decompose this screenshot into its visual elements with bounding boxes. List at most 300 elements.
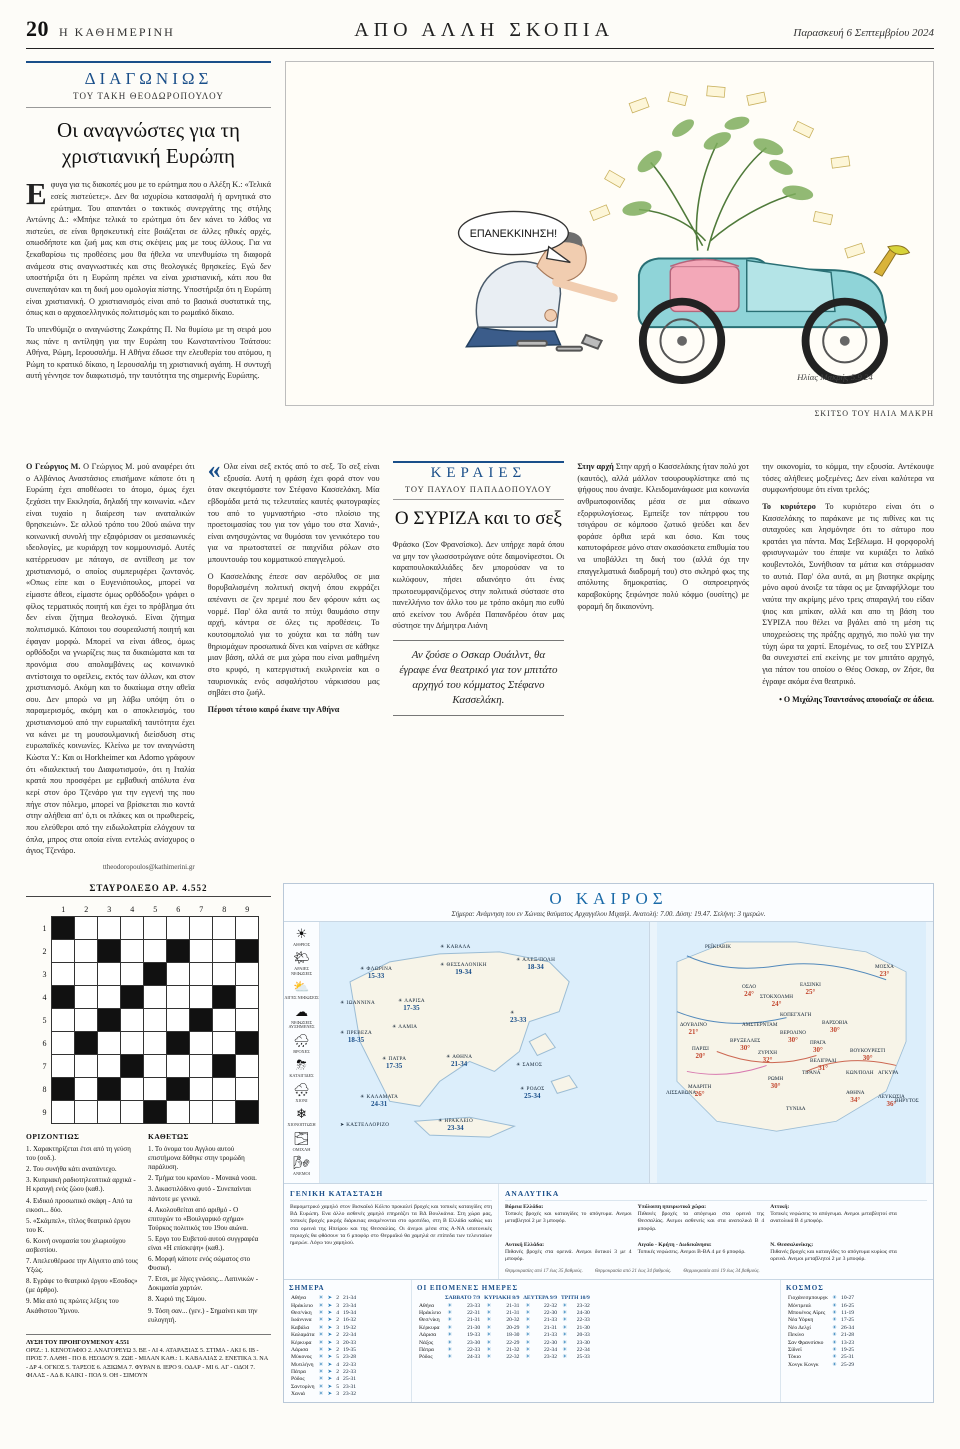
crossword-cell[interactable] xyxy=(213,1078,236,1101)
crossword-cell[interactable] xyxy=(190,940,213,963)
table-header-row xyxy=(417,1295,592,1302)
today-table xyxy=(284,1280,412,1402)
crossword-cell[interactable] xyxy=(98,963,121,986)
weather-ομιχλη-icon: 🌫 xyxy=(293,1130,310,1146)
city-name: Καλαμάτα xyxy=(291,1332,315,1339)
weather-icon: ☀ xyxy=(832,1339,838,1346)
weather-icon: ☀ xyxy=(486,1324,492,1331)
weather-icon: ☀ xyxy=(486,1354,492,1361)
analytics-region: Βόρεια Ελλάδα: xyxy=(505,1203,544,1210)
crossword-cell[interactable] xyxy=(213,986,236,1009)
table-row xyxy=(289,1317,358,1324)
crossword-cell[interactable] xyxy=(75,1032,98,1055)
crossword-row xyxy=(38,940,259,963)
crossword-cell[interactable] xyxy=(167,917,190,940)
temp-range: 22-30 xyxy=(543,1339,558,1346)
temp-range: 22-29 xyxy=(506,1339,520,1346)
temp-range: 19-34 xyxy=(343,1310,357,1317)
crossword-cell[interactable] xyxy=(144,1055,167,1078)
map-city-label: ΜΟΣΧΑ 23° xyxy=(875,963,894,978)
crossword-cell[interactable] xyxy=(144,963,167,986)
crossword-cell[interactable] xyxy=(121,940,144,963)
wind-icon: ➤ xyxy=(327,1332,333,1339)
table-row xyxy=(417,1309,592,1316)
temp-range: 21-32 xyxy=(506,1346,520,1353)
city-name: Γιοχάνεσμπουργκ xyxy=(788,1295,828,1302)
temp-range: 22-34 xyxy=(343,1332,357,1339)
crossword-cell[interactable] xyxy=(236,1009,259,1032)
crossword-cell[interactable] xyxy=(190,1032,213,1055)
crossword-cell[interactable] xyxy=(190,1055,213,1078)
wind-force: 3 xyxy=(336,1391,340,1398)
down-clues xyxy=(148,1132,260,1326)
mid-section xyxy=(26,455,935,871)
crossword-cell[interactable] xyxy=(190,1009,213,1032)
crossword-cell[interactable] xyxy=(52,1078,75,1101)
table-row xyxy=(289,1361,358,1368)
temp-range: 23-31 xyxy=(343,1383,357,1390)
paragraph xyxy=(207,455,380,566)
crossword-cell[interactable] xyxy=(98,1078,121,1101)
city-name: Μόντρεαλ xyxy=(788,1302,812,1309)
weather-icon: ☀ xyxy=(525,1346,531,1353)
wind-icon: ➤ xyxy=(327,1369,333,1376)
map-city-label: ΤΥΝΙΔΑ xyxy=(786,1105,806,1112)
crossword-cell[interactable] xyxy=(190,1078,213,1101)
author-email: ttheodoropoulos@kathimerini.gr xyxy=(102,862,195,871)
paragraph: Φράσκο (Σον Φρανσίσκο). Δεν υπήρχε παρά όπου να μην τον γλωσσοτρώγανε ούτε δαιμονίφεστοι. Οι καραπουλοκαλλιάδες δεν μπορούσαν να το κωλύφουν, πήσει αδιανόητο ότι ένας πρωτοευμφανιζόμενος στην πολιτικά σύστασε στο πανελλήνιο τον άλλο του με τρόπο ακόμη πιο ευθύ από εκείνον του Ανδρέα Παπανδρέου όταν μας σύστησε την Δήμητρα Λιάνη xyxy=(392,540,565,631)
city-name: Λάρισα xyxy=(291,1346,309,1353)
crossword-cell[interactable] xyxy=(52,1101,75,1124)
table-row xyxy=(417,1324,592,1331)
down-title: ΚΑΘΕΤΩΣ xyxy=(148,1132,189,1142)
crossword-cell[interactable] xyxy=(144,1101,167,1124)
greece-map xyxy=(320,922,650,1183)
weather-icon: ☀ xyxy=(486,1346,492,1353)
table-row xyxy=(289,1324,358,1331)
crossword-cell[interactable] xyxy=(167,986,190,1009)
city-name: Μύκονος xyxy=(291,1354,312,1361)
weather-legend-label: ΑΙΘΡΙΟΣ xyxy=(292,941,311,947)
crossword-cell[interactable] xyxy=(121,1078,144,1101)
crossword-cell[interactable] xyxy=(75,1009,98,1032)
col-6: 6 xyxy=(176,905,181,915)
weather-icon: ☀ xyxy=(318,1361,324,1368)
crossword-cell[interactable] xyxy=(75,1055,98,1078)
weather-icon: ☀ xyxy=(525,1332,531,1339)
section-title: ΑΠΟ ΑΛΛΗ ΣΚΟΠΙΑ xyxy=(354,19,615,41)
pull-quote: Αν ζούσε ο Οσκαρ Ουάιλντ, θα έγραφε ένα θεατρικό για τον μπιτάτο αρχηγό του κόμματος Στέφανο Κασσελάκη. xyxy=(393,640,565,715)
clue-item: 6. Κοινή ονομασία του χλωριούχου ασβεστίου. xyxy=(26,1236,126,1254)
crossword-cell[interactable] xyxy=(75,940,98,963)
table-row xyxy=(417,1346,592,1353)
table-row xyxy=(417,1332,592,1339)
quote-mark: « xyxy=(207,455,221,484)
crossword-cell[interactable] xyxy=(98,1009,121,1032)
crossword-cell[interactable] xyxy=(144,1032,167,1055)
city-name: Θεσ/νίκη xyxy=(291,1310,312,1317)
city-name: Αθήνα xyxy=(291,1295,307,1302)
crossword-row xyxy=(38,963,259,986)
weather-icon: ☀ xyxy=(562,1354,568,1361)
crossword-cell[interactable] xyxy=(236,1101,259,1124)
temp-range: 25-29 xyxy=(841,1361,855,1368)
weather-αιθριος-icon: ☀ xyxy=(295,925,308,941)
crossword-section xyxy=(26,883,271,1403)
table-row xyxy=(417,1339,592,1346)
weather-icon: ☀ xyxy=(447,1332,453,1339)
crossword-cell[interactable] xyxy=(236,940,259,963)
city-name: Μυτιλήνη xyxy=(291,1361,314,1368)
crossword-cell[interactable] xyxy=(75,963,98,986)
footnote: Θερμοκρασία από 19 έως 34 βαθμούς. xyxy=(683,1268,760,1274)
bottom-section xyxy=(26,883,934,1403)
crossword-cell[interactable] xyxy=(167,963,190,986)
general-situation-text: Βαρομετρικό χαμηλό στον Βισκαϊκό Κόλπο προκαλεί βροχές και τοπικές καταιγίδες στη ΒΔ Ευρώπη. Ενα άλλο ασθενές χαμηλό επηρεάζει τα ΒΔ Βουλκάνια. Στη χώρα μας, τοπικές βροχές μικρής διάρκειας αναμένονται στο οροπέδιο, στη Β Ελλάδα καθώς και στα ορεινά της Ηπείρου και της Θεσσαλίας. Οι άνεμοι μέσα στις Α-ΝΑ υποτονικές περιοχές θα φθάσουν τα 6 μποφόρ στο Θερμαϊκό θα χαμηλά σε επίπεδα των τελευταίων ημερών. Λόγω του χαμηλού. xyxy=(290,1203,492,1247)
issue-date: Παρασκευή 6 Σεπτεμβρίου 2024 xyxy=(793,27,934,39)
crossword-cell[interactable] xyxy=(98,1032,121,1055)
temp-range: 25-31 xyxy=(343,1376,357,1383)
temp-range: 22-34 xyxy=(576,1346,590,1353)
weather-icon: ☀ xyxy=(832,1295,838,1302)
table-row xyxy=(786,1354,856,1361)
weather-tables xyxy=(284,1280,933,1402)
keraies-headline: Ο ΣΥΡΙΖΑ και το σεξ xyxy=(394,508,562,529)
crossword-cell[interactable] xyxy=(144,917,167,940)
crossword-header-row xyxy=(38,903,259,917)
crossword-cell[interactable] xyxy=(236,1078,259,1101)
weather-legend-label: ΝΕΦΩΣΕΙΣ ΑΥΞΗΜΕΝΕΣ xyxy=(288,1019,315,1030)
weather-legend-label: ΟΜΙΧΛΗ xyxy=(292,1146,311,1152)
crossword-cell[interactable] xyxy=(167,1032,190,1055)
crossword-cell[interactable] xyxy=(98,1101,121,1124)
paragraph xyxy=(208,571,380,699)
weather-icon: ☀ xyxy=(832,1310,838,1317)
temp-range: 23-34 xyxy=(343,1302,357,1309)
weather-legend xyxy=(284,922,320,1183)
map-city-label: ☀ ΛΑΡΙΣΑ 17-35 xyxy=(398,997,425,1012)
map-city-label: ☀ ΚΑΛΑΜΑΤΑ 24-31 xyxy=(360,1093,399,1108)
wind-icon: ➤ xyxy=(327,1339,333,1346)
cartoon-credit: ΣΚΙΤΣΟ ΤΟΥ ΗΛΙΑ ΜΑΚΡΗ xyxy=(814,409,934,418)
crossword-cell[interactable] xyxy=(213,917,236,940)
crossword-cell[interactable] xyxy=(236,986,259,1009)
weather-subtitle: Σήμερα: Ανάμνηση του εν Χώναις θαύματος Αρχαγγέλου Μιχαήλ. Ανατολή: 7.00. Δύση: 19.47. Σελήνη: 3 ημερών. xyxy=(284,910,933,922)
crossword-cell[interactable] xyxy=(121,1032,144,1055)
crossword-cell[interactable] xyxy=(213,940,236,963)
paragraph-lead: Ο Γεώργιος Μ. xyxy=(26,462,81,471)
crossword-cell[interactable] xyxy=(236,1055,259,1078)
weather-legend-label: ΑΡΑΙΕΣ ΝΕΦΩΣΕΙΣ xyxy=(290,966,313,976)
map-city-label: ΣΤΟΚΧΟΛΜΗ 24° xyxy=(760,993,793,1008)
crossword-cell[interactable] xyxy=(167,940,190,963)
temp-range: 23-28 xyxy=(343,1354,357,1361)
clue-item: 8. Χωριό της Σάμου. xyxy=(148,1295,207,1304)
weather-icon: ☀ xyxy=(318,1324,324,1331)
weather-icon: ☀ xyxy=(562,1346,568,1353)
crossword-cell[interactable] xyxy=(167,1055,190,1078)
weather-icon: ☀ xyxy=(832,1302,838,1309)
temp-range: 21-31 xyxy=(467,1317,481,1324)
wind-force: 2 xyxy=(336,1317,340,1324)
map-city-label: ☀ ΦΛΩΡΙΝΑ 15-33 xyxy=(360,965,393,980)
weather-icon: ☀ xyxy=(318,1391,324,1398)
analytics-text: Πιθανές βροχές και καταιγίδες το απόγευμα κυρίως στα ορεινά. Ανεμοι μεταβλητοί 2 με 3 μποφόρ. xyxy=(770,1249,897,1263)
crossword-cell[interactable] xyxy=(213,1032,236,1055)
temp-range: 25-33 xyxy=(576,1354,590,1361)
wind-icon: ➤ xyxy=(327,1361,333,1368)
weather-icon: ☀ xyxy=(447,1324,453,1331)
crossword-cell[interactable] xyxy=(75,1101,98,1124)
wind-force: 2 xyxy=(336,1369,340,1376)
wind-icon: ➤ xyxy=(327,1310,333,1317)
col-4: 4 xyxy=(130,905,135,915)
clue-item: 4. Ακολουθείται από αριθμό - Ο επιτυχών το «Βουλγαρικό σχήμα» Τούρκος πολιτικός του 19ου αιώνα. xyxy=(148,1205,248,1232)
weather-icon: ☀ xyxy=(562,1317,568,1324)
temp-range: 18-30 xyxy=(506,1332,520,1339)
cartoon-signature: Ηλίας Μακρής 5.9.24 xyxy=(797,372,873,383)
map-city-label: ΑΜΣΤΕΡΝΤΑΜ xyxy=(742,1021,778,1028)
across-clues xyxy=(26,1132,138,1326)
temp-range: 21-31 xyxy=(506,1310,520,1317)
crossword-cell[interactable] xyxy=(167,1101,190,1124)
weather-icon: ☀ xyxy=(562,1332,568,1339)
paragraph xyxy=(26,461,195,857)
crossword-cell[interactable] xyxy=(213,1101,236,1124)
weather-icon: ☀ xyxy=(486,1332,492,1339)
solution-title: ΛΥΣΗ ΤΟΥ ΠΡΟΗΓΟΥΜΕΝΟΥ 4.551 xyxy=(26,1338,130,1346)
weather-icon: ☀ xyxy=(525,1354,531,1361)
crossword-cell[interactable] xyxy=(236,963,259,986)
crossword-cell[interactable] xyxy=(121,963,144,986)
map-city-label: ΔΟΥΒΛΙΝΟ 21° xyxy=(680,1021,707,1036)
crossword-cell[interactable] xyxy=(121,1055,144,1078)
city-name: Νάξος xyxy=(419,1339,434,1346)
weather-ανεμοι-icon: 🌬 xyxy=(293,1155,310,1171)
row-label: 8 xyxy=(42,1084,47,1094)
city-name: Κέρκυρα xyxy=(419,1324,440,1331)
crossword-clues xyxy=(26,1132,271,1326)
weather-icon: ☀ xyxy=(318,1383,324,1390)
crossword-cell[interactable] xyxy=(190,1101,213,1124)
weather-icon: ☀ xyxy=(525,1302,531,1309)
weather-καταιγιδες-icon: ⛈ xyxy=(296,1057,307,1073)
city-name: Σίδνεϊ xyxy=(788,1346,802,1353)
crossword-cell[interactable] xyxy=(98,1055,121,1078)
table-row xyxy=(786,1332,856,1339)
crossword-cell[interactable] xyxy=(190,917,213,940)
weather-icon: ☀ xyxy=(562,1310,568,1317)
temp-range: 22-33 xyxy=(343,1369,357,1376)
day-header: ΤΡΙΤΗ 10/9 xyxy=(561,1295,590,1302)
temp-range: 26-34 xyxy=(841,1324,855,1331)
wind-force: 4 xyxy=(336,1376,340,1383)
paragraph: Εφυγα για τις διακοπές μου με το ερώτημα που ο Αλέξη Κ.: «Τελικά εσείς πιστεύετε;». Δεν θα ισχυρίσω κατασφαλή ή αρνητικά στο ερώτημα. Του απαντάει ο τακτικός συνεργάτης της στήλης Αντώνης Δ.: «Μπήκε τελικά το ερώτημα ότι δεν κάνει το λάθος να πιστεύει, σε είναι θρησκευτική είτε βοιάζεται σε άλλες ηθικές αρχές, οπωσδήποτε και ζωή μας και στις σκέψεις μας με τους άλλους. Για να ξεκαθαρίσω τις προθέσεις μου θα ήθελα να υπενθυμίσω τη διαφορά ανάμεσα στις αναγνωστικές και στις θεολογικές θρησκείες. Εγώ δεν υποστήριξα ότι η Ευρώπη πρέπει να είναι χριστιανική, κάτι που θα συνεπαγόταν και τη δική μου ομολογία πίστης. Υποστήριξα ότι η Ευρώπη είναι χριστιανική. Ο χριστιανισμός είναι από το βασικά συστατικά της, όπως και ο αρχαιοελληνικός πολιτισμός και το ρωμαϊκό δίκαιο. xyxy=(26,176,271,318)
paragraph-text: Ο Γεώργιος Μ. μού αναφέρει ότι ο Αλβάνιος Αναστάσιος επισήμανε κάποτε ότι η Ευρώπη έχει αποθέωσει το άτομο, όμως έχει ξεχάσει την Εκκλησία, δηλαδή την κοινωνία. «Δεν είναι τυχαίο η διαίρεση των αναταλικών θρησκειών». Σε αλλού τρόπο του 20ού αιώνα την κοινωνική συνολή την εξαφόρισαν οι μεσαιωνικές ιδεολογίες, με κυριάρχη τον κομμουνισμό. Αυτές κατέρρευσαν με πάταγο, σε αντίθεση με τον χριστιανισμό, ο οποίος συμπεριφέρει ζωντανός. «Οπως είπε και ο Ευγενιόπουλος, μπορεί να είμαστε άθεοι, είμαστε όμως ορθόδοξοι» γράφει ο φίλος τερματικός ποιητή και έχει το πρόβλημα ότι δεν είναι ζήτημα θεολογικό. Είναι ζήτημα πολιτισμικό. Κάποιοι του σουρεαλιστή ποιητή και έφαγαν μορφώ. Μπορεί να είναι άθεος, όμως ορθόδοξοι να γνωρίζεις πως τα δικαιώματα και τα προνόμια σου απολαμβάνεις ως κοινωνικό αντίστοιχα το οφείλεις, εκτός των άλλων, και στον χριστιανισμό. Ακόμη και το δικαίωμα στην αθεϊα σου. Δεν μπορώ να μη λάβω υπόψη ότι ο παραμερισμός, ακόμη και ο αποκλεισμός, του χριστιανισμού από την ευρωπαϊκή ταυτότητα έχει να κάνει με τη μουσουλμανική διείσδυση στις ευρωπαϊκές κοινωνίες. Κλείνω με τον αναγνώστη Κώστα Υ.: Και οι Horkheimer και Adorno γράφουν ότι «διαλεκτική του Διαφωτισμού», ότι η Ιταλία κρατά που προσφέρει με εμβαθική απόλυτα ένα κερί στον όρο Τζενάρο για την εγγενή της που πήγε στον πόλεμο, μπορεί να βρίσκεται πιο κοντά στην αλήθεια απ' ό,τι οι πλάκες και οι πρωθιερείς, που ελεύθεροι από την ειδωλολατρία ελόγχουν τα όπλα, μπρος στα οποία είναι εντελώς ανίσχυρος ο άγιος Τζενάρο. xyxy=(26,462,195,856)
table-row xyxy=(289,1354,358,1361)
crossword-cell[interactable] xyxy=(213,1009,236,1032)
paragraph: Το υπενθύμιζα ο αναγνώστης Ζωκράτης Π. Να θυμίσω με τη σειρά μου πως πάνε η αντίληψη για την Ευρώπη του Κωνσταντίνου Τσάτσου: Αθήνα, Ρώμη, Ιερουσαλήμ. Η Αθήνα έδωσε την ελευθερία του ατόμου, η Ρώμη το κρατικό δίκαιο, η Ιερουσαλήμ τη χριστιανική αγάπη. Η συντυχή αυτή γέννησε τον διαφωτισμό, την ταυτότητα της σημερινής Ευρώπης. xyxy=(26,324,271,381)
crossword-cell[interactable] xyxy=(52,940,75,963)
article-body xyxy=(26,176,271,382)
world-table xyxy=(781,1280,933,1402)
paragraph-text: Το κυριότερο είναι ότι ο Κασσελάκης το παράκανε με τις πιθίνες και τις σιπαχούες και λησμόνησε ότι το σάτυρο που κρατάει για πάντα. Μας Σεβέλωμα. Η φορφορολή φρισυγνωμών του έπαψε να κυριάξει το λαϊκό κουβεντολόι, Συνήθισαν τα μάτια και στάρμωσαν το αυτιά. Παρ' όλα αυτά, αι μη βιοτηκε ακρίμης μόνο αφού άνοιξε τα τάφα ος με ξαναφήλλομε του ναύτα την ακρίμης μένο τρεις σπαραγλή του είδαν ψιος και μπίκαν, αλλά και απο τη βάση του ΣΥΡΙΖΑ που θέλει να βγάλει από τη μέση τις υποχρεώσεις της πράξης αρχηγό, πιο πολύ για την τύχη ώρα τα χαρτί. Επομένως, το σεξ του ΣΥΡΙΖΑ θα συνεχιστεί επί εκείνης με τον μπιτάτο αρχηγό, για πάτον του οποίου ο Θέος Οσκαρ, ον Ζήσε, θα έγραφε ακόμα ένα θεατρικό. xyxy=(762,501,935,686)
temp-range: 23-32 xyxy=(343,1391,357,1398)
weather-icon: ☀ xyxy=(486,1310,492,1317)
column-top-rule xyxy=(26,61,271,63)
crossword-cell[interactable] xyxy=(213,1055,236,1078)
map-city-label: ➤ ΚΑΣΤΕΛΛΟΡΙΖΟ xyxy=(340,1121,390,1128)
city-name: Σαντορίνη xyxy=(291,1383,315,1390)
map-city-label: ΒΗΡΥΤΟΣ xyxy=(895,1097,919,1104)
city-name: Τόκιο xyxy=(788,1354,801,1361)
crossword-cell[interactable] xyxy=(52,1009,75,1032)
map-city-label: ΜΑΔΡΙΤΗ 26° xyxy=(688,1083,712,1098)
weather-icon: ☀ xyxy=(832,1361,838,1368)
crossword-cell[interactable] xyxy=(52,986,75,1009)
across-title: ΟΡΙΖΟΝΤΙΩΣ xyxy=(26,1132,80,1142)
crossword-grid[interactable] xyxy=(38,903,260,1125)
paragraph-lead: Το κυριότερο xyxy=(762,501,816,511)
weather-icon: ☀ xyxy=(318,1295,324,1302)
crossword-cell[interactable] xyxy=(121,1101,144,1124)
crossword-cell[interactable] xyxy=(75,986,98,1009)
weather-legend-label: ΑΝΕΜΟΙ xyxy=(292,1171,311,1177)
keraies-column xyxy=(393,461,565,871)
crossword-cell[interactable] xyxy=(190,986,213,1009)
crossword-row xyxy=(38,1055,259,1078)
crossword-row xyxy=(38,1101,259,1124)
temp-range: 21-30 xyxy=(467,1324,481,1331)
map-city-label: ☀ ΙΩΑΝΝΙΝΑ xyxy=(340,999,375,1006)
table-row xyxy=(786,1361,856,1368)
temp-range: 11-19 xyxy=(841,1310,855,1317)
temp-range: 20-33 xyxy=(576,1332,590,1339)
crossword-cell[interactable] xyxy=(98,940,121,963)
weather-icon: ☀ xyxy=(832,1332,838,1339)
map-city-label: ☀ ΘΕΣΣΑΛΟΝΙΚΗ 19-34 xyxy=(440,961,487,976)
temp-range: 19-35 xyxy=(343,1346,357,1353)
city-name: Θεσ/νίκη xyxy=(419,1317,440,1324)
temp-range: 21-34 xyxy=(343,1295,357,1302)
analytics-group xyxy=(770,1242,897,1267)
weather-icon: ☀ xyxy=(832,1346,838,1353)
crossword-body[interactable] xyxy=(38,917,259,1124)
table-row xyxy=(786,1317,856,1324)
clue-item: 5. «Σκάμπελ», τίτλος θεατρικό έργου του Κ. xyxy=(26,1216,131,1234)
temp-range: 22-30 xyxy=(543,1310,558,1317)
wind-icon: ➤ xyxy=(327,1354,333,1361)
crossword-cell[interactable] xyxy=(144,940,167,963)
crossword-cell[interactable] xyxy=(236,917,259,940)
next-days-title: ΟΙ ΕΠΟΜΕΝΕΣ ΗΜΕΡΕΣ xyxy=(417,1283,519,1292)
wind-force: 4 xyxy=(336,1361,340,1368)
weather-icon: ☀ xyxy=(525,1317,531,1324)
row-label: 6 xyxy=(42,1038,47,1048)
map-city-label: ☀ ΠΡΕΒΕΖΑ 18-35 xyxy=(340,1029,372,1044)
crossword-cell[interactable] xyxy=(236,1032,259,1055)
crossword-cell[interactable] xyxy=(213,963,236,986)
temp-range: 23-32 xyxy=(543,1354,558,1361)
crossword-cell[interactable] xyxy=(98,986,121,1009)
crossword-cell[interactable] xyxy=(144,1078,167,1101)
weather-νεφωσεις αυξημενες-icon: ☁ xyxy=(295,1003,308,1019)
weather-icon: ☀ xyxy=(318,1332,324,1339)
paragraph xyxy=(762,501,934,687)
temp-range: 21-30 xyxy=(576,1324,590,1331)
crossword-cell[interactable] xyxy=(121,986,144,1009)
city-name: Χονγκ Κονγκ xyxy=(788,1361,819,1368)
weather-icon: ☀ xyxy=(447,1354,453,1361)
crossword-cell[interactable] xyxy=(52,963,75,986)
temp-range: 13-23 xyxy=(841,1339,855,1346)
temp-range: 22-31 xyxy=(467,1310,481,1317)
col-2: 2 xyxy=(84,905,89,915)
temp-range: 22-34 xyxy=(543,1346,558,1353)
weather-icon: ☀ xyxy=(525,1339,531,1346)
clue-item: 6. Μορφή κάποτε ενός σώματος στο Φυσική. xyxy=(148,1255,251,1273)
weather-icon: ☀ xyxy=(318,1339,324,1346)
crossword-cell[interactable] xyxy=(75,1078,98,1101)
table-row xyxy=(786,1346,856,1353)
crossword-cell[interactable] xyxy=(75,917,98,940)
table-row xyxy=(786,1339,856,1346)
crossword-cell[interactable] xyxy=(190,963,213,986)
temp-range: 23-30 xyxy=(576,1339,590,1346)
masthead-rule xyxy=(26,48,934,49)
analytics-text: Τοπικές νεφώσεις το απόγευμα. Ανεμοι μεταβλητοί στα ανατολικά Β 4 μποφόρ. xyxy=(770,1211,897,1225)
temp-range: 21-31 xyxy=(543,1324,558,1331)
keraies-top-rule xyxy=(393,461,565,463)
crossword-cell[interactable] xyxy=(144,1009,167,1032)
crossword-row xyxy=(38,917,259,940)
crossword-cell[interactable] xyxy=(167,1078,190,1101)
crossword-cell[interactable] xyxy=(52,1055,75,1078)
crossword-cell[interactable] xyxy=(121,917,144,940)
crossword-cell[interactable] xyxy=(52,1032,75,1055)
clue-item: 2. Του συνήθα κάτι αναπάντεχο. xyxy=(26,1165,117,1174)
weather-legend-label: ΚΑΤΑΙΓΙΔΕΣ xyxy=(289,1073,314,1079)
temp-range: 22-32 xyxy=(543,1302,558,1309)
weather-icon: ☀ xyxy=(562,1302,568,1309)
crossword-cell[interactable] xyxy=(52,917,75,940)
col-9: 9 xyxy=(245,905,250,915)
weather-icon: ☀ xyxy=(318,1310,324,1317)
weather-icon: ☀ xyxy=(525,1310,531,1317)
clue-item: 7. Απελευθέρωσε την Αίγυπτο από τους Υξώς. xyxy=(26,1257,138,1275)
city-name: Ρόδος xyxy=(291,1376,305,1383)
city-name: Χανιά xyxy=(291,1391,305,1398)
opinion-column xyxy=(26,61,271,451)
map-city-label: ΑΘΗΝΑ 34° xyxy=(846,1089,865,1104)
crossword-cell[interactable] xyxy=(98,917,121,940)
temp-range: 21-33 xyxy=(543,1332,558,1339)
crossword-cell[interactable] xyxy=(121,1009,144,1032)
wind-icon: ➤ xyxy=(327,1324,333,1331)
sex-column xyxy=(207,455,380,871)
crossword-cell[interactable] xyxy=(167,1009,190,1032)
crossword-cell[interactable] xyxy=(144,986,167,1009)
clue-item: 5. Εργο του Ευβετού αυτού συγγραφέα είναι «Η επίσκεψη» (καθ.). xyxy=(148,1234,259,1252)
city-name: Ιωάννινα xyxy=(291,1317,312,1324)
table-row xyxy=(289,1332,358,1339)
wind-force: 5 xyxy=(336,1383,340,1390)
row-label: 5 xyxy=(42,1015,47,1025)
city-name: Πάτρα xyxy=(291,1369,306,1376)
weather-icon: ☀ xyxy=(318,1376,324,1383)
cartoon-image xyxy=(285,61,934,406)
row-label: 4 xyxy=(42,992,47,1002)
